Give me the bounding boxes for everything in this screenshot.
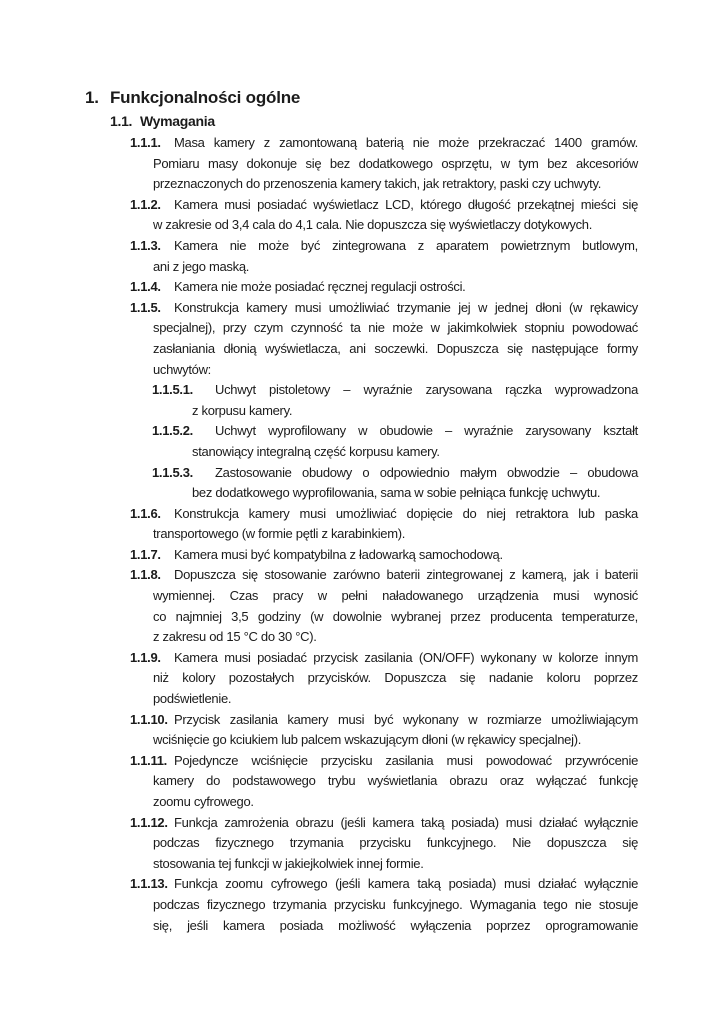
requirement-item	[130, 298, 638, 380]
requirement-line: Pomiaru masy dokonuje się bez dodatkowego osprzętu, w tym bez akcesoriów	[153, 155, 638, 171]
requirement-line: Konstrukcja kamery musi umożliwiać trzymanie jej w jednej dłoni (w rękawicy	[174, 299, 638, 315]
section-heading	[85, 87, 724, 108]
requirement-item	[152, 380, 638, 421]
requirement-number: 1.1.5.2.	[152, 423, 193, 439]
requirement-line: Zastosowanie obudowy o odpowiednio małym obwodzie – obudowa	[215, 464, 638, 480]
requirement-number: 1.1.4.	[130, 279, 161, 295]
requirement-line: się, jeśli kamera posiada możliwość wyłączenia poprzez oprogramowanie	[153, 917, 638, 933]
requirement-number: 1.1.13.	[130, 876, 168, 892]
requirement-line: transportowego (w formie pętli z karabinkiem).	[153, 526, 406, 542]
requirement-number: 1.1.12.	[130, 814, 168, 830]
requirement-line: podświetlenie.	[153, 691, 232, 707]
document-content	[0, 87, 724, 936]
requirement-line: Uchwyt wyprofilowany w obudowie – wyraźnie zarysowany kształt	[215, 423, 638, 439]
requirement-number: 1.1.10.	[130, 711, 168, 727]
requirement-line: z korpusu kamery.	[192, 402, 293, 418]
requirement-number: 1.1.6.	[130, 505, 161, 521]
requirement-line: specjalnej), przy czym czynność ta nie może w jakimkolwiek stopniu powodować	[153, 320, 638, 336]
requirement-item	[130, 545, 638, 566]
requirement-line: Kamera musi posiadać przycisk zasilania (ON/OFF) wykonany w kolorze innym	[174, 649, 638, 665]
requirement-line: Uchwyt pistoletowy – wyraźnie zarysowana rączka wyprowadzona	[215, 382, 638, 398]
requirement-number: 1.1.8.	[130, 567, 161, 583]
requirement-number: 1.1.5.1.	[152, 382, 193, 398]
requirement-line: Kamera nie może posiadać ręcznej regulacji ostrości.	[174, 279, 466, 295]
requirement-line: przeznaczonych do przenoszenia kamery takich, jak retraktory, paski czy uchwyty.	[153, 176, 602, 192]
requirement-line: Masa kamery z zamontowaną baterią nie może przekraczać 1400 gramów.	[174, 135, 638, 150]
requirement-line: kamery do podstawowego trybu wyświetlania obrazu oraz wyłączać funkcję	[153, 773, 638, 789]
requirement-item	[152, 421, 638, 462]
requirement-item	[130, 504, 638, 545]
section-heading-title: Funkcjonalności ogólne	[110, 88, 301, 107]
requirement-line: uchwytów:	[153, 361, 211, 377]
requirement-item	[130, 648, 638, 710]
requirement-item	[130, 813, 638, 875]
requirement-line: Kamera nie może być zintegrowana z aparatem powietrznym butlowym,	[174, 237, 638, 253]
requirement-line: ani z jego maską.	[153, 258, 250, 274]
requirement-line: stosowania tej funkcji w jakiejkolwiek innej formie.	[153, 855, 424, 871]
requirement-item	[152, 463, 638, 504]
requirement-line: wymiennej. Czas pracy w pełni naładowanego urządzenia musi wynosić	[153, 588, 638, 604]
requirement-line: zasłaniania dłonią wyświetlacza, ani soczewki. Dopuszcza się następujące formy	[153, 340, 638, 356]
subsection-heading-title: Wymagania	[140, 113, 215, 129]
requirement-item	[130, 236, 638, 277]
requirement-number: 1.1.7.	[130, 546, 161, 562]
requirement-number: 1.1.9.	[130, 649, 161, 665]
requirement-number: 1.1.3.	[130, 237, 161, 253]
requirement-line: zoomu cyfrowego.	[153, 794, 254, 809]
requirement-line: Przycisk zasilania kamery musi być wykonany w rozmiarze umożliwiającym	[174, 711, 638, 727]
requirement-number: 1.1.5.	[130, 299, 161, 315]
requirements-list	[0, 133, 724, 936]
requirement-number: 1.1.1.	[130, 135, 161, 150]
requirement-line: podczas fizycznego trzymania przycisku funkcyjnego. Nie dopuszcza się	[153, 835, 638, 851]
requirement-number: 1.1.5.3.	[152, 464, 193, 480]
requirement-line: Konstrukcja kamery musi umożliwiać dopięcie do niej retraktora lub paska	[174, 505, 638, 521]
subsection-heading	[110, 111, 724, 131]
requirement-line: podczas fizycznego trzymania przycisku funkcyjnego. Wymagania tego nie stosuje	[153, 896, 638, 912]
requirement-line: z zakresu od 15 °C do 30 °C).	[153, 629, 317, 645]
subsection-heading-number: 1.1.	[110, 113, 133, 129]
requirement-line: Kamera musi być kompatybilna z ładowarką samochodową.	[174, 546, 503, 562]
requirement-line: stanowiący integralną część korpusu kamery.	[192, 443, 440, 459]
requirement-line: wciśnięcie go kciukiem lub palcem wskazującym dłoni (w rękawicy specjalnej).	[153, 732, 582, 748]
requirement-item	[130, 710, 638, 751]
requirement-item	[130, 565, 638, 647]
requirement-line: Funkcja zoomu cyfrowego (jeśli kamera taką posiada) musi działać wyłącznie	[174, 876, 638, 892]
requirement-line: bez dodatkowego wyprofilowania, sama w sobie pełniąca funkcję uchwytu.	[192, 485, 601, 501]
requirement-line: co najmniej 3,5 godziny (w dowolnie wybranej przez producenta temperaturze,	[153, 608, 638, 624]
requirement-item	[130, 133, 638, 195]
requirement-line: Funkcja zamrożenia obrazu (jeśli kamera taką posiada) musi działać wyłącznie	[174, 814, 638, 830]
requirement-line: Pojedyncze wciśnięcie przycisku zasilania musi powodować przywrócenie	[174, 752, 638, 768]
requirement-number: 1.1.2.	[130, 196, 161, 212]
requirement-item	[130, 874, 638, 936]
requirement-number: 1.1.11.	[130, 752, 167, 768]
requirement-line: Kamera musi posiadać wyświetlacz LCD, którego długość przekątnej mieści się	[174, 196, 638, 212]
requirement-line: Dopuszcza się stosowanie zarówno baterii zintegrowanej z kamerą, jak i baterii	[174, 567, 638, 583]
requirement-item	[130, 751, 638, 813]
section-heading-number: 1.	[85, 88, 99, 107]
requirement-line: w zakresie od 3,4 cala do 4,1 cala. Nie dopuszcza się wyświetlaczy dotykowych.	[153, 217, 593, 233]
requirement-line: niż kolory pozostałych przycisków. Dopuszcza się nadanie koloru poprzez	[153, 670, 638, 686]
requirement-item	[130, 277, 638, 298]
requirement-item	[130, 195, 638, 236]
